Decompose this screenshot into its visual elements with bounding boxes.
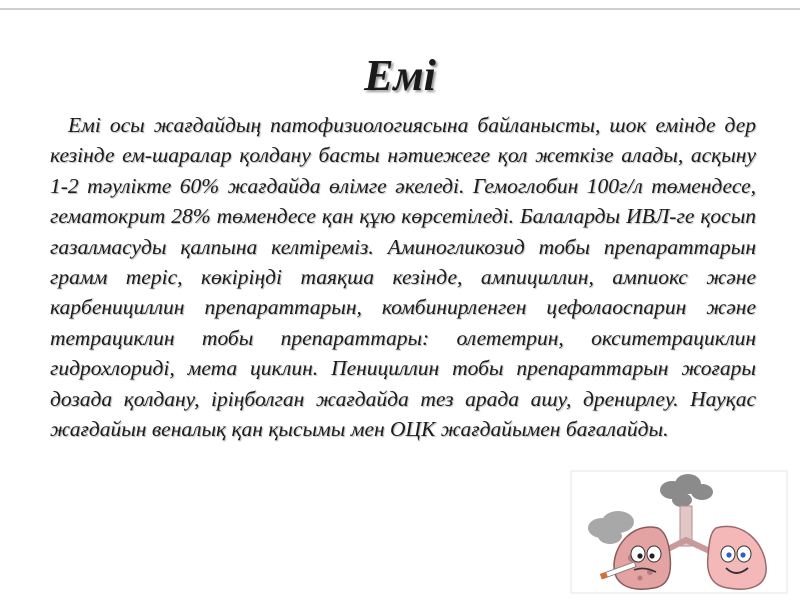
slide-body-text: Емі осы жағдайдың патофизиологиясына байланысты, шок емінде дер кезінде ем-шаралар қолдану басты нәтиежеге қол жеткізе алады, асқыну 1-2 тәулікте 60% жағдайда өлімге әкеледі. Гемоглобин 100г/л төмендесе, гематокрит 28% төмендесе қан құю көрсетіледі. Балаларды ИВЛ-ге қосып газалмасуды қалпына келтіреміз. Аминогликозид тобы препараттарын грамм теріс, көкіріңді таяқша кезінде, ампициллин, ампиокс және карбенициллин препараттарын, комбинирленген цефолаоспарин және тетрациклин тобы препараттары: олететрин, окситетрациклин гидрохлориді, мета циклин. Пенициллин тобы препараттарын жоғары дозада қолдану, іріңболган жағдайда тез арада ашу, дренирлеу. Науқас жағдайын веналық қан қысымы мен ОЦК жағдайымен бағалайды. [50,113,756,442]
top-divider [0,8,800,10]
smoking-lungs-icon [570,470,788,594]
slide-title: Емі [364,51,436,100]
